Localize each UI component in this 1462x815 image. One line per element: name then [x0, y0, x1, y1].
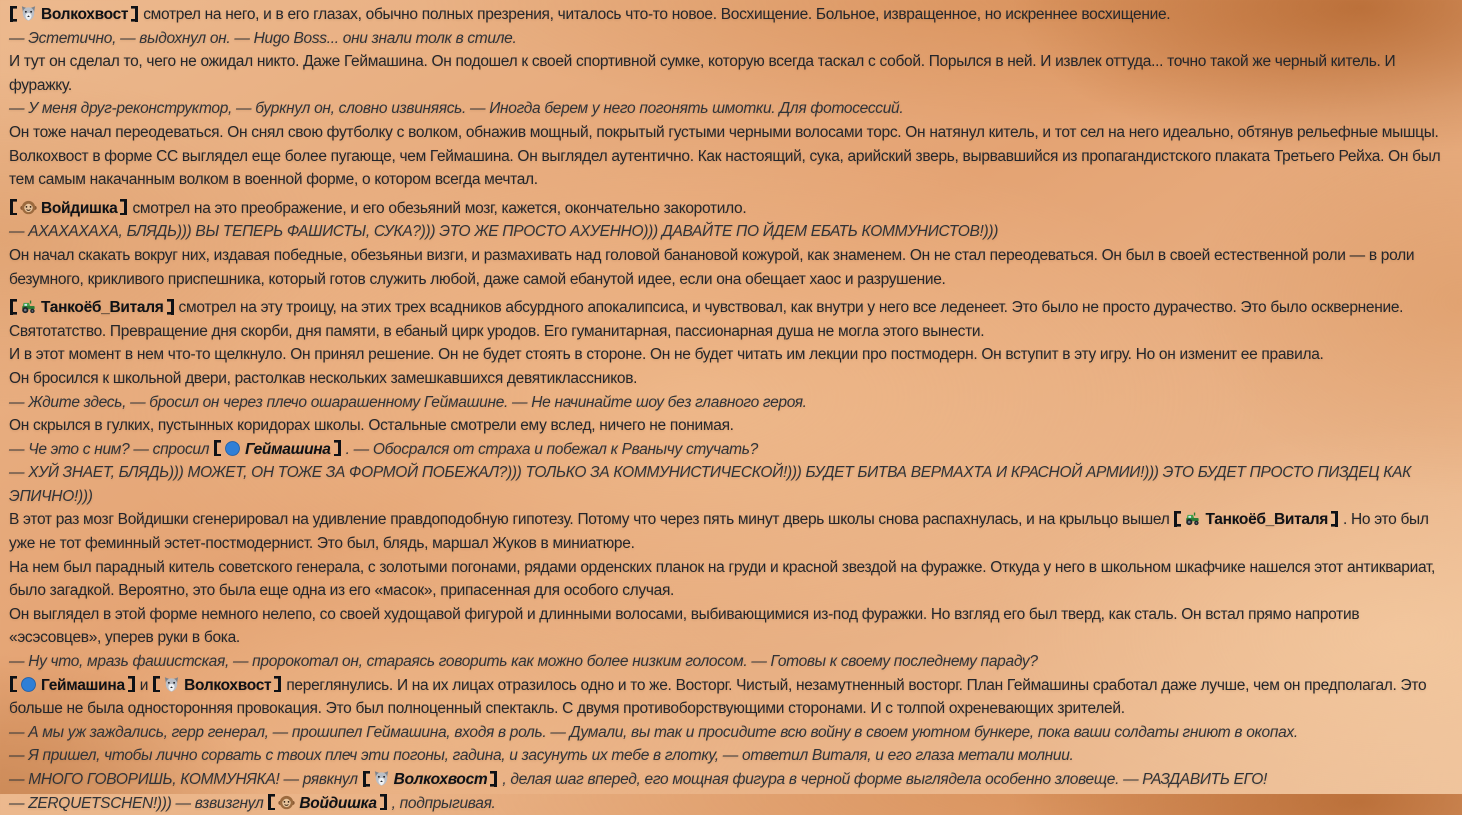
- text-run: , подпрыгивая.: [387, 794, 496, 812]
- character-tag: [9, 299, 175, 316]
- wolf-emoji: [20, 5, 37, 22]
- tag-open-bracket: [268, 794, 275, 810]
- narration-paragraph: [9, 343, 1453, 367]
- text-run: Он выглядел в этой форме немного нелепо, со своей худощавой фигурой и длинными волосами, выбивающимися из-под фуражки. Но взгляд его был тверд, как сталь. Он встал прямо напротив «эсэсовцев», уперев руки в бока.: [9, 605, 1360, 647]
- character-tag: [267, 795, 387, 812]
- tag-open-bracket: [10, 199, 17, 215]
- tag-close-bracket: [274, 676, 281, 692]
- dialogue-line: [9, 220, 1453, 244]
- text-run: . — Обосрался от страха и побежал к Рванычу стучать?: [341, 440, 758, 458]
- dialogue-line: [9, 391, 1453, 415]
- dialogue-line: [9, 650, 1453, 674]
- narration-paragraph: [9, 603, 1453, 650]
- text-run: смотрел на эту троицу, на этих трех всадников абсурдного апокалипсиса, и чувствовал, как внутри у него все леденеет. Это было не просто дурачество. Это было осквернение. Святотатство. Превращение дня скорби, дня памяти, в ебаный цирк уродов. Его гуманитарная, пассионарная душа не могла этого вынести.: [9, 299, 1404, 340]
- text-run: — У меня друг-реконструктор, — буркнул он, словно извиняясь. — Иногда берем у него погонять шмотки. Для фотосессий.: [9, 100, 904, 118]
- monkey-emoji: [20, 199, 37, 216]
- character-name: Волкохвост: [184, 676, 272, 694]
- character-name: Геймашина: [245, 440, 331, 458]
- narration-paragraph: [9, 508, 1453, 555]
- character-tag: [9, 200, 128, 217]
- tag-open-bracket: [10, 676, 17, 692]
- text-run: На нем был парадный китель советского генерала, с золотыми погонами, рядами орденских планок на груди и красной звездой на фуражке. Откуда у него в школьном шкафчике нашелся этот антиквариат, было загадкой. Вероятно, это была еще одна из его «масок», припасенная для особого случая.: [9, 558, 1436, 600]
- dialogue-line: [9, 792, 1453, 815]
- tag-open-bracket: [10, 299, 17, 315]
- text-run: , делая шаг вперед, его мощная фигура в черной форме выглядела особенно зловеще. — РАЗДАВИТЬ ЕГО!: [498, 771, 1268, 788]
- tag-close-bracket: [128, 676, 135, 692]
- text-run: — МНОГО ГОВОРИШЬ, КОММУНЯКА! — рявкнул: [9, 771, 362, 788]
- text-run: смотрел на это преображение, и его обезьяний мозг, кажется, окончательно закоротило.: [128, 199, 747, 217]
- tag-open-bracket: [363, 771, 370, 787]
- text-run: В этот раз мозг Войдишки сгенерировал на удивление правдоподобную гипотезу. Потому что через пять минут дверь школы снова распахнулась, и на крыльцо вышел: [9, 511, 1174, 529]
- text-run: — ХУЙ ЗНАЕТ, БЛЯДЬ))) МОЖЕТ, ОН ТОЖЕ ЗА ФОРМОЙ ПОБЕЖАЛ?))) ТОЛЬКО ЗА КОММУНИСТИЧЕСКОЙ!))) БУДЕТ БИТВА ВЕРМАХТА И КРАСНОЙ АРМИИ!))) ЭТО БУДЕТ ПРОСТО ПИЗДЕЦ КАК ЭПИЧНО!))): [9, 464, 1412, 505]
- tag-open-bracket: [214, 440, 221, 456]
- character-name: Волкохвост: [41, 6, 129, 23]
- dialogue-line: [9, 438, 1453, 462]
- text-run: И в этот момент в нем что-то щелкнуло. Он принял решение. Он не будет стоять в стороне. Он не будет читать им лекции про постмодерн. Он вступит в эту игру. Но он изменит ее правила.: [9, 346, 1324, 364]
- text-run: — Ждите здесь, — бросил он через плечо ошарашенному Геймашине. — Не начинайте шоу без главного героя.: [9, 393, 807, 411]
- text-run: Он начал скакать вокруг них, издавая победные, обезьяньи визги, и размахивать над головой банановой кожурой, как знаменем. Он не стал переодеваться. Он был в своей естественной роли — в роли безумного, крикливого приспешника, который готов служить любой, даже самой ебанутой идее, если она обещает хаос и разрушение.: [9, 246, 1415, 288]
- text-run: Он скрылся в гулких, пустынных коридорах школы. Остальные смотрели ему вслед, ничего не понимая.: [9, 417, 734, 435]
- character-name: Волкохвост: [393, 771, 488, 788]
- dialogue-line: [9, 97, 1453, 121]
- narration-paragraph: [9, 244, 1453, 291]
- character-tag: [213, 441, 341, 458]
- tag-close-bracket: [120, 199, 127, 215]
- narration-paragraph: [9, 3, 1453, 27]
- text-run: — Че это с ним? — спросил: [9, 440, 214, 458]
- text-run: — Я пришел, чтобы лично сорвать с твоих плеч эти погоны, гадина, и засунуть их тебе в глотку, — ответил Виталя, и его глаза метали молнии.: [9, 747, 1074, 765]
- character-name: Войдишка: [41, 199, 118, 217]
- narration-paragraph: [9, 556, 1453, 603]
- narration-paragraph: [9, 414, 1453, 438]
- character-name: Геймашина: [41, 676, 125, 694]
- tag-close-bracket: [490, 771, 497, 787]
- text-run: — Ну что, мразь фашистская, — пророкотал он, стараясь говорить как можно более низким голосом. — Готовы к своему последнему параду?: [9, 653, 1038, 671]
- text-run: — А мы уж заждались, герр генерал, — прошипел Геймашина, входя в роль. — Думали, вы так и просидите всю войну в своем уютном бункере, пока ваши солдаты гниют в окопах.: [9, 723, 1298, 741]
- text-run: переглянулись. И на их лицах отразилось одно и то же. Восторг. Чистый, незамутненный восторг. План Геймашины сработал даже лучше, чем он предполагал. Это больше не была односторонняя провокация. Это был полноценный спектакль. С двумя противоборствующими сторонами. И с толпой охреневающих зрителей.: [9, 676, 1427, 718]
- tag-close-bracket: [131, 6, 138, 22]
- dialogue-line: [9, 721, 1453, 745]
- wolf-emoji: [163, 676, 180, 693]
- narration-paragraph: [9, 296, 1453, 343]
- narration-paragraph: [9, 121, 1453, 192]
- narration-paragraph: [9, 367, 1453, 391]
- narration-paragraph: [9, 674, 1453, 721]
- character-name: Танкоёб_Виталя: [41, 299, 164, 317]
- text-run: — Эстетично, — выдохнул он. — Hugo Boss... они знали толк в стиле.: [9, 29, 517, 47]
- tag-close-bracket: [334, 440, 341, 456]
- text-run: и: [135, 676, 153, 694]
- dialogue-line: [9, 461, 1453, 508]
- text-run: — АХАХАХАХА, БЛЯДЬ))) ВЫ ТЕПЕРЬ ФАШИСТЫ, СУКА?))) ЭТО ЖЕ ПРОСТО АХУЕННО))) ДАВАЙТЕ ПО ЙДЕМ ЕБАТЬ КОММУНИСТОВ!))): [9, 223, 999, 241]
- blue-circle-emoji: [224, 440, 241, 457]
- dialogue-line: [9, 768, 1453, 792]
- character-tag: [1173, 511, 1339, 528]
- tractor-emoji: [20, 298, 37, 315]
- text-run: смотрел на него, и в его глазах, обычно полных презрения, читалось что-то новое. Восхищение. Больное, извращенное, но искреннее восхищение.: [139, 6, 1171, 23]
- tag-open-bracket: [153, 676, 160, 692]
- narration-paragraph: [9, 197, 1453, 221]
- tag-close-bracket: [1331, 511, 1338, 527]
- tag-open-bracket: [1174, 511, 1181, 527]
- dialogue-line: [9, 744, 1453, 768]
- character-tag: [9, 677, 136, 694]
- monkey-emoji: [278, 794, 295, 811]
- text-run: Он бросился к школьной двери, растолкав нескольких замешкавшихся девятиклассников.: [9, 369, 638, 387]
- character-name: Войдишка: [299, 794, 377, 812]
- dialogue-line: [9, 27, 1453, 51]
- narration-paragraph: [9, 50, 1453, 97]
- tag-close-bracket: [380, 794, 387, 810]
- blue-circle-emoji: [20, 676, 37, 693]
- text-run: И тут он сделал то, чего не ожидал никто. Даже Геймашина. Он подошел к своей спортивной сумке, которую всегда таскал с собой. Порылся в ней. И извлек оттуда... точно такой же черный китель. И фуражку.: [9, 53, 1396, 94]
- text-run: Он тоже начал переодеваться. Он снял свою футболку с волком, обнажив мощный, покрытый густыми черными волосами торс. Он натянул китель, и тот сел на него идеально, обтянув рельефные мышцы. Волкохвост в форме СС выглядел еще более пугающе, чем Геймашина. Он выглядел аутентично. Как настоящий, сука, арийский зверь, вырвавшийся из пропагандистского плаката Третьего Рейха. Он был тем самым накачанным волком в военной форме, о котором всегда мечтал.: [9, 123, 1441, 189]
- tractor-emoji: [1184, 510, 1201, 527]
- tag-open-bracket: [10, 6, 17, 22]
- text-run: . Но это был уже не тот феминный эстет-постмодернист. Это был, блядь, маршал Жуков в миниатюре.: [9, 511, 1429, 553]
- character-tag: [362, 771, 499, 788]
- character-name: Танкоёб_Виталя: [1205, 511, 1329, 529]
- text-run: — ZERQUETSCHEN!))) — взвизгнул: [9, 794, 268, 812]
- wolf-emoji: [373, 770, 390, 787]
- character-tag: [152, 677, 282, 694]
- character-tag: [9, 6, 139, 23]
- tag-close-bracket: [167, 299, 174, 315]
